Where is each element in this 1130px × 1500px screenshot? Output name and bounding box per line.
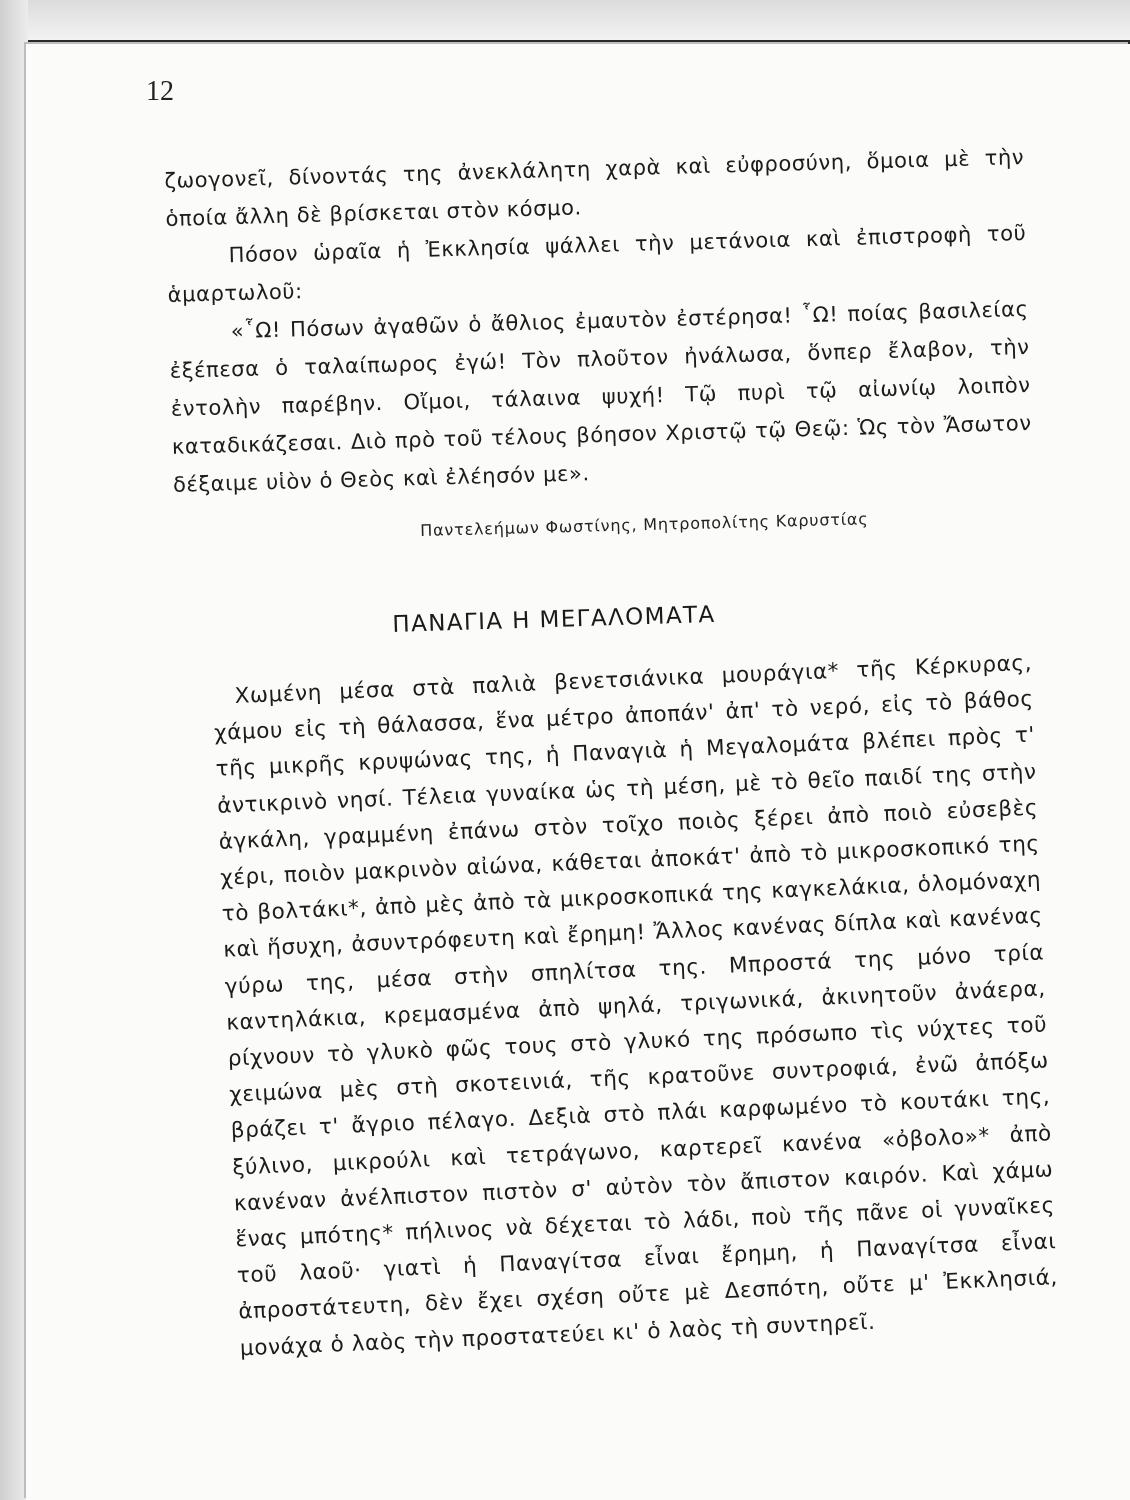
author-title: , Μητροπολίτης Καρυστίας	[631, 509, 869, 535]
scan-border-top	[0, 0, 1130, 40]
page-number: 12	[146, 76, 174, 107]
article-body	[212, 646, 1060, 1368]
intro-paragraph-1: ζωογονεῖ, δίνοντάς της ἀνεκλάλητη χαρὰ καὶ εὐφροσύνη, ὅμοια μὲ τὴν ὁποία ἄλλη δὲ βρίσκεται στὸν κόσμο.	[164, 144, 1025, 231]
article-paragraph: Χωμένη μέσα στὰ παλιὰ βενετσιάνικα μουράγια* τῆς Κέρκυρας, χάμου εἰς τὴ θάλασσα, ἕνα μέτρο ἀποπάν' ἀπ' τὸ νερό, εἰς τὸ βάθος τῆς μικρῆς κρυψώνας της, ἡ Παναγιὰ ἡ Μεγαλομάτα βλέπει πρὸς τ' ἀντικρινὸ νησί. Τέλεια γυναίκα ὡς τὴ μέση, μὲ τὸ θεῖο παιδί της στὴν ἀγκάλη, γραμμένη ἐπάνω στὸν τοῖχο ποιὸς ξέρει ἀπὸ ποιὸ εὐσεβὲς χέρι, ποιὸν μακρινὸν αἰώνα, κάθεται ἀποκάτ' ἀπὸ τὸ μικροσκοπικό της τὸ βολτάκι*, ἀπὸ μὲς ἀπὸ τὰ μικροσκοπικά της καγκελάκια, ὁλομόναχη καὶ ἥσυχη, ἀσυντρόφευτη καὶ ἔρημη! Ἄλλος κανένας δίπλα καὶ κανένας γύρω της, μέσα στὴν σπηλίτσα της. Μπροστά της μόνο τρία καντηλάκια, κρεμασμένα ἀπὸ ψηλά, τριγωνικά, ἀκινητοῦν ἀνάερα, ρίχνουν τὸ γλυκὸ φῶς τους στὸ γλυκό της πρόσωπο τὶς νύχτες τοῦ χειμώνα μὲς στὴ σκοτεινιά, τῆς κρατοῦνε συντροφιά, ἐνῶ ἀπόξω βράζει τ' ἄγριο πέλαγο. Δεξιὰ στὸ πλάι καρφωμένο τὸ κουτάκι της, ξύλινο, μικρούλι καὶ τετράγωνο, καρτερεῖ κανένα «ὀβολο»* ἀπὸ κανέναν ἀνέλπιστον πιστὸν σ' αὐτὸν τὸν ἄπιστον καιρόν. Καὶ χάμω ἕνας μπότης* πήλινος νὰ δέχεται τὸ λάδι, ποὺ τῆς πᾶνε οἱ γυναῖκες τοῦ λαοῦ· γιατὶ ἡ Παναγίτσα εἶναι ἔρημη, ἡ Παναγίτσα εἶναι ἀπροστάτευτη, δὲν ἔχει σχέση οὔτε μὲ Δεσπότη, οὔτε μ' Ἐκκλησιά, μονάχα ὁ λαὸς τὴν προστατεύει κι' ὁ λαὸς τὴ συντηρεῖ.	[213, 650, 1059, 1362]
intro-section	[164, 138, 1033, 504]
prayer-quote: «῟Ω! Πόσων ἀγαθῶν ὁ ἄθλιος ἐμαυτὸν ἐστέρησα! ῟Ω! ποίας βασιλείας ἐξέπεσα ὁ ταλαίπωρος ἐγώ! Τὸν πλοῦτον ἠνάλωσα, ὅνπερ ἔλαβον, τὴν ἐντολὴν παρέβην. Οἴμοι, τάλαινα ψυχή! Τῷ πυρὶ τῷ αἰωνίῳ λοιπὸν καταδικάζεσαι. Διὸ πρὸ τοῦ τέλους βόησον Χριστῷ τῷ Θεῷ: Ὡς τὸν Ἄσωτον δέξαιμε υἱὸν ὁ Θεὸς καὶ ἐλέησόν με».	[169, 296, 1032, 497]
scan-border-left	[0, 0, 28, 1500]
article-title: ΠΑΝΑΓΙΑ Η ΜΕΓΑΛΟΜΑΤΑ	[392, 601, 717, 638]
author-name: Παντελεήμων Φωστίνης	[420, 515, 632, 540]
intro-paragraph-2: Πόσον ὡραῖα ἡ Ἐκκλησία ψάλλει τὴν μετάνοια καὶ ἐπιστροφὴ τοῦ ἁμαρτωλοῦ:	[167, 220, 1027, 307]
